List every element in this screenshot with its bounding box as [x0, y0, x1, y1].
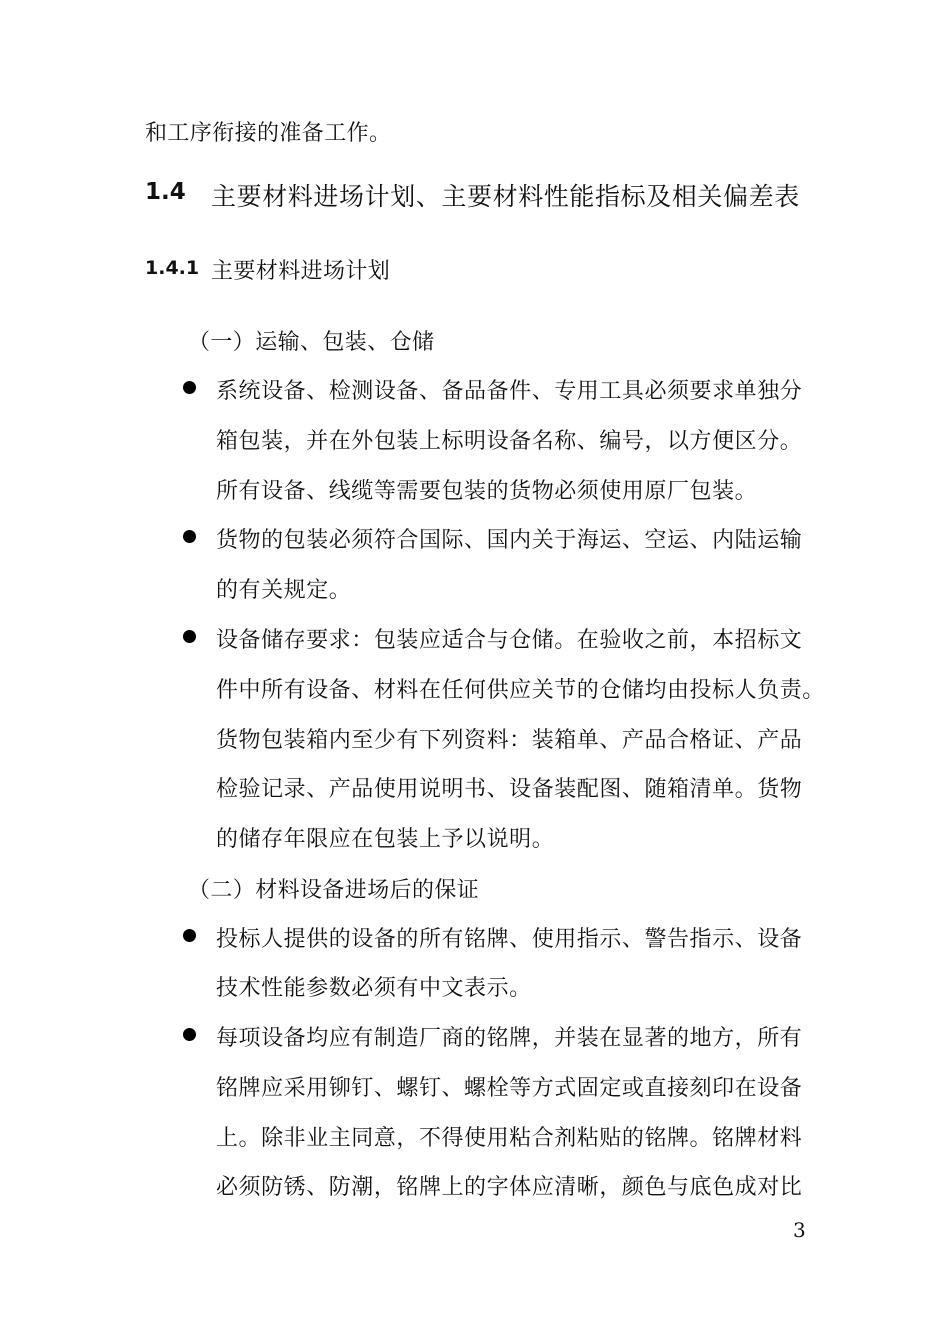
part2-heading: （二）材料设备进场后的保证	[188, 878, 480, 903]
bullet-line: 系统设备、检测设备、备品备件、专用工具必须要求单独分	[216, 379, 803, 404]
intro-line: 和工序衔接的准备工作。	[145, 121, 392, 146]
bullet-line: 箱包装，并在外包装上标明设备名称、编号，以方便区分。	[216, 429, 803, 454]
bullet-marker	[183, 530, 196, 543]
bullet-marker	[183, 630, 196, 643]
subsection-number: 1.4.1	[145, 257, 200, 279]
bullet-line: 必须防锈、防潮，铭牌上的字体应清晰，颜色与底色成对比	[216, 1175, 803, 1200]
bullet-line: 检验记录、产品使用说明书、设备装配图、随箱清单。货物	[216, 777, 803, 802]
bullet-line: 每项设备均应有制造厂商的铭牌，并装在显著的地方，所有	[216, 1026, 803, 1051]
bullet-line: 货物的包装必须符合国际、国内关于海运、空运、内陆运输	[216, 528, 803, 553]
subsection-title: 主要材料进场计划	[211, 259, 391, 284]
bullet-marker	[183, 381, 196, 394]
part1-heading: （一）运输、包装、仓储	[188, 330, 435, 355]
bullet-line: 技术性能参数必须有中文表示。	[216, 976, 532, 1001]
bullet-line: 设备储存要求：包装应适合与仓储。在验收之前，本招标文	[216, 628, 803, 653]
bullet-line: 铭牌应采用铆钉、螺钉、螺栓等方式固定或直接刻印在设备	[216, 1076, 803, 1101]
bullet-line: 的储存年限应在包装上予以说明。	[216, 827, 555, 852]
bullet-line: 所有设备、线缆等需要包装的货物必须使用原厂包装。	[216, 479, 758, 504]
page-number: 3	[793, 1218, 806, 1242]
bullet-line: 件中所有设备、材料在任何供应关节的仓储均由投标人负责。	[216, 678, 825, 703]
section-number: 1.4	[145, 179, 186, 205]
bullet-line: 上。除非业主同意，不得使用粘合剂粘贴的铭牌。铭牌材料	[216, 1126, 803, 1151]
bullet-marker	[183, 1028, 196, 1041]
bullet-line: 的有关规定。	[216, 578, 352, 603]
section-title: 主要材料进场计划、主要材料性能指标及相关偏差表	[211, 182, 800, 211]
bullet-line: 投标人提供的设备的所有铭牌、使用指示、警告指示、设备	[216, 927, 803, 952]
bullet-line: 货物包装箱内至少有下列资料：装箱单、产品合格证、产品	[216, 728, 803, 753]
bullet-marker	[183, 929, 196, 942]
